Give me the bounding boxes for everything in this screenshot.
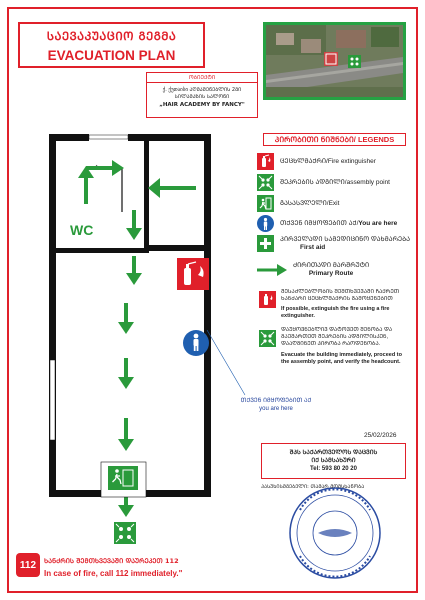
legend-text-en: Fire extinguisher	[327, 157, 376, 165]
legend-text-ka: ᲫᲘᲠᲘᲗᲐᲓᲘ ᲛᲐᲠᲨᲠᲣᲢᲘ	[293, 261, 370, 269]
note-extinguish-en: If possible, extinguish the fire using a fire extinguisher.	[281, 306, 390, 319]
fire-extinguisher-plan	[177, 258, 209, 290]
object-type: ᲡᲘᲚᲐᲛᲐᲖᲘᲡ ᲡᲐᲚᲝᲜᲘ	[174, 94, 230, 100]
legend-header: ᲞᲘᲠᲝᲑᲘᲗᲘ ᲜᲘᲨᲜᲔᲑᲘ/ LEGENDS	[263, 133, 406, 146]
note-evacuate-en: Evacuate the building immediately, proceed to the assembly point, and verify the headcount.	[281, 352, 402, 365]
emergency-112-badge: 112	[16, 553, 40, 577]
wc-wall-bottom	[56, 248, 149, 253]
object-header: ᲝᲑᲘᲔᲥᲢᲘ	[147, 73, 257, 83]
company-stamp	[290, 488, 380, 578]
legend-text-en: First aid	[300, 243, 326, 251]
legend-text-ka: ᲨᲔᲙᲠᲔᲑᲘᲡ ᲐᲓᲒᲘᲚᲘ/	[280, 178, 347, 186]
legend-text-en: Exit	[328, 199, 340, 207]
wall-top-left	[49, 134, 89, 141]
wall-left	[49, 134, 56, 497]
company-line1: ᲨᲞᲡ ᲡᲐᲥᲐᲠᲗᲕᲔᲚᲝᲡ ᲓᲐᲪᲕᲘᲡ	[289, 450, 378, 456]
you-are-here-pointer	[207, 330, 245, 395]
you-are-here-marker	[183, 330, 209, 356]
wc-wall-right	[144, 141, 149, 253]
object-address: ქ. ქუთაისი ᲐᲦᲛᲐᲨᲔᲜᲔᲑᲚᲘᲡ 2ᲒᲘ	[162, 87, 242, 93]
you-are-here-ka: ᲗᲥᲕᲔᲜ ᲘᲛᲧᲝᲤᲔᲑᲘᲗ ᲐᲥ	[240, 398, 312, 404]
legend-text-en: You are here	[358, 219, 398, 227]
window-left	[50, 360, 55, 440]
responsible-person: ᲞᲐᲡᲣᲮᲘᲡᲛᲒᲔᲑᲔᲚᲘ: ᲗᲐᲛᲐᲠ ᲛᲝᲛᲡᲮᲐᲜᲝᲑᲐ	[261, 484, 365, 490]
legend-text-ka: ᲪᲔᲪᲮᲚᲛᲐᲥᲠᲘ/	[280, 157, 328, 165]
title-georgian: ᲡᲐᲔᲕᲐᲙᲣᲐᲪᲘᲝ ᲒᲔᲒᲛᲐ	[46, 29, 177, 43]
wall-top-mid	[128, 134, 204, 141]
object-name: „HAIR ACADEMY BY FANCY"	[159, 102, 245, 108]
company-phone: Tel: 593 80 20 20	[310, 466, 357, 472]
you-are-here-label	[236, 397, 316, 413]
footer-english: In case of fire, call 112 immediately."	[44, 569, 183, 578]
wc-label: WC	[70, 222, 94, 238]
exit-sign	[101, 462, 146, 497]
footer-georgian: ᲮᲐᲜᲫᲠᲘᲡ ᲨᲔᲛᲗᲮᲕᲔᲕᲐᲨᲘ ᲓᲐᲣᲠᲔᲙᲔᲗ 112	[44, 557, 179, 565]
assembly-point-sign	[114, 522, 136, 544]
note-extinguish-ka: ᲨᲔᲡᲐᲫᲚᲔᲑᲚᲝᲑᲘᲡ ᲨᲔᲛᲗᲮᲕᲔᲕᲐᲨᲘ ᲩᲐᲥᲠᲔᲗ ᲮᲐᲜᲫᲐᲠᲘ ᲪᲔᲪᲮᲚᲛᲐᲥᲠᲘᲡ ᲒᲐᲛᲝᲧᲔᲜᲔᲑᲘᲗ	[281, 289, 400, 302]
plan-date: 25/02/2026	[364, 432, 397, 439]
legend-text-ka: ᲞᲘᲠᲕᲔᲚᲐᲓᲘ ᲡᲐᲛᲔᲓᲘᲪᲘᲜᲝ ᲓᲐᲮᲛᲐᲠᲔᲑᲐ	[280, 235, 411, 243]
wc-route	[78, 160, 124, 204]
legend-text-en: assembly point	[346, 178, 390, 186]
wall-right-lower	[204, 364, 211, 497]
wall-bottom-left	[49, 490, 101, 497]
wall-bottom-right	[146, 490, 211, 497]
you-are-here-en: you are here	[259, 406, 293, 412]
legend-text-ka: ᲒᲐᲡᲐᲡᲕᲚᲔᲚᲘ/	[280, 199, 329, 207]
company-box	[261, 443, 406, 479]
legend-text-en: Primary Route	[308, 269, 354, 277]
company-line2: ᲘᲥ ᲡᲐᲛᲡᲐᲮᲣᲠᲘ	[311, 458, 356, 464]
note-evacuate-ka: ᲓᲐᲣᲧᲝᲕᲜᲔᲑᲚᲘᲕ ᲓᲐᲢᲝᲕᲔᲗ ᲨᲔᲜᲝᲑᲐ ᲓᲐ ᲒᲐᲔᲛᲐᲠᲗᲔᲗ ᲨᲔᲙᲠᲔᲑᲘᲡ ᲐᲓᲒᲘᲚᲘᲡᲙᲔᲜ, ᲓᲐᲐᲦᲒᲘᲜᲔᲗ ᲞᲘᲠᲝᲑᲐ ᲠᲐᲝᲓᲔᲜᲝᲑᲐ.	[281, 327, 393, 347]
title-english: EVACUATION PLAN	[47, 48, 176, 63]
legend-text-ka: ᲗᲥᲕᲔᲜ ᲘᲛᲧᲝᲤᲔᲑᲘᲗ ᲐᲥ/	[280, 219, 359, 227]
